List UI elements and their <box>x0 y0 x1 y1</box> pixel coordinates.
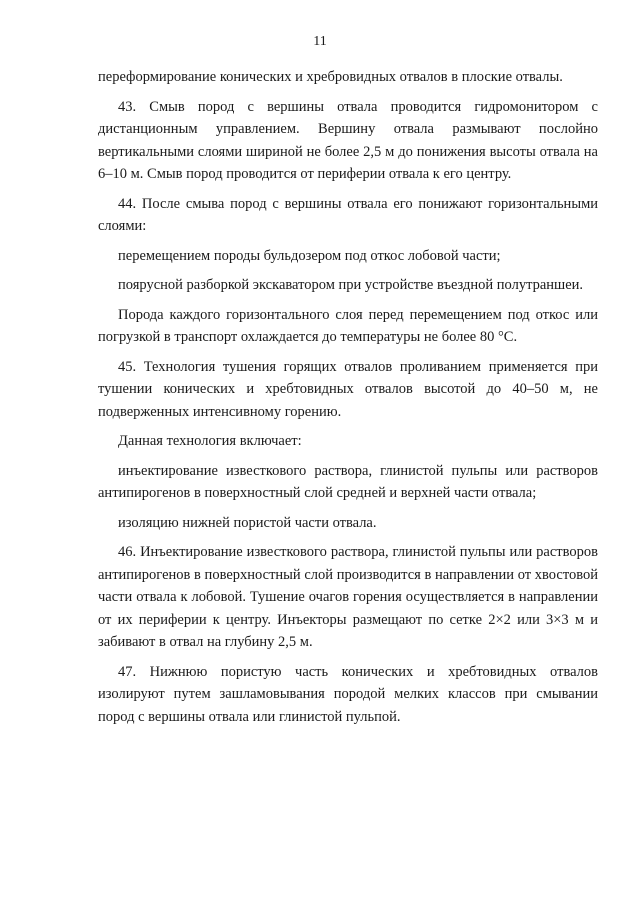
page-number: 11 <box>313 34 327 49</box>
paragraph-46: 46. Инъектирование известкового раствора, глинистой пульпы или растворов антипирогенов в поверхностный слой производится в направлении от хвостовой части отвала к лобовой. Тушение очагов горения осуществляется в направлении от их периферии к центру. Инъекторы размещают по сетке 2×2 или 3×3 м и забивают в отвал на глубину 2,5 м. <box>98 544 598 650</box>
paragraph-cooling: Порода каждого горизонтального слоя перед перемещением под откос или погрузкой в транспорт охлаждается до температуры не более 80 °С. <box>98 306 598 345</box>
paragraph-45: 45. Технология тушения горящих отвалов проливанием применяется при тушении конических и хребтовидных отвалов высотой до 40–50 м, не подверженных интенсивному горению. <box>98 358 598 420</box>
paragraph-43: 43. Смыв пород с вершины отвала проводится гидромонитором с дистанционным управлением. Вершину отвала размывают послойно вертикальными слоями шириной не более 2,5 м до понижения высоты отвала на 6–10 м. Смыв пород проводится от периферии отвала к его центру. <box>98 98 598 182</box>
list-item-bulldozer: перемещением породы бульдозером под откос лобовой части; <box>118 247 501 264</box>
list-item-excavator: поярусной разборкой экскаватором при устройстве въездной полутраншеи. <box>118 277 584 293</box>
paragraph-technology-includes: Данная технология включает: <box>118 433 302 449</box>
list-item-injection: инъектирование известкового раствора, глинистой пульпы или растворов антипирогенов в поверхностный слой средней и верхней части отвала; <box>98 462 598 501</box>
document-body <box>98 66 598 735</box>
paragraph-47: 47. Нижнюю пористую часть конических и хребтовидных отвалов изолируют путем зашламовывания породой мелких классов при смывании пород с вершины отвала или глинистой пульпой. <box>98 663 598 725</box>
paragraph-44: 44. После смыва пород с вершины отвала его понижают горизонтальными слоями: <box>98 195 598 234</box>
list-item-isolation: изоляцию нижней пористой части отвала. <box>118 514 377 531</box>
paragraph-1: переформирование конических и хребровидных отвалов в плоские отвалы. <box>98 69 563 85</box>
